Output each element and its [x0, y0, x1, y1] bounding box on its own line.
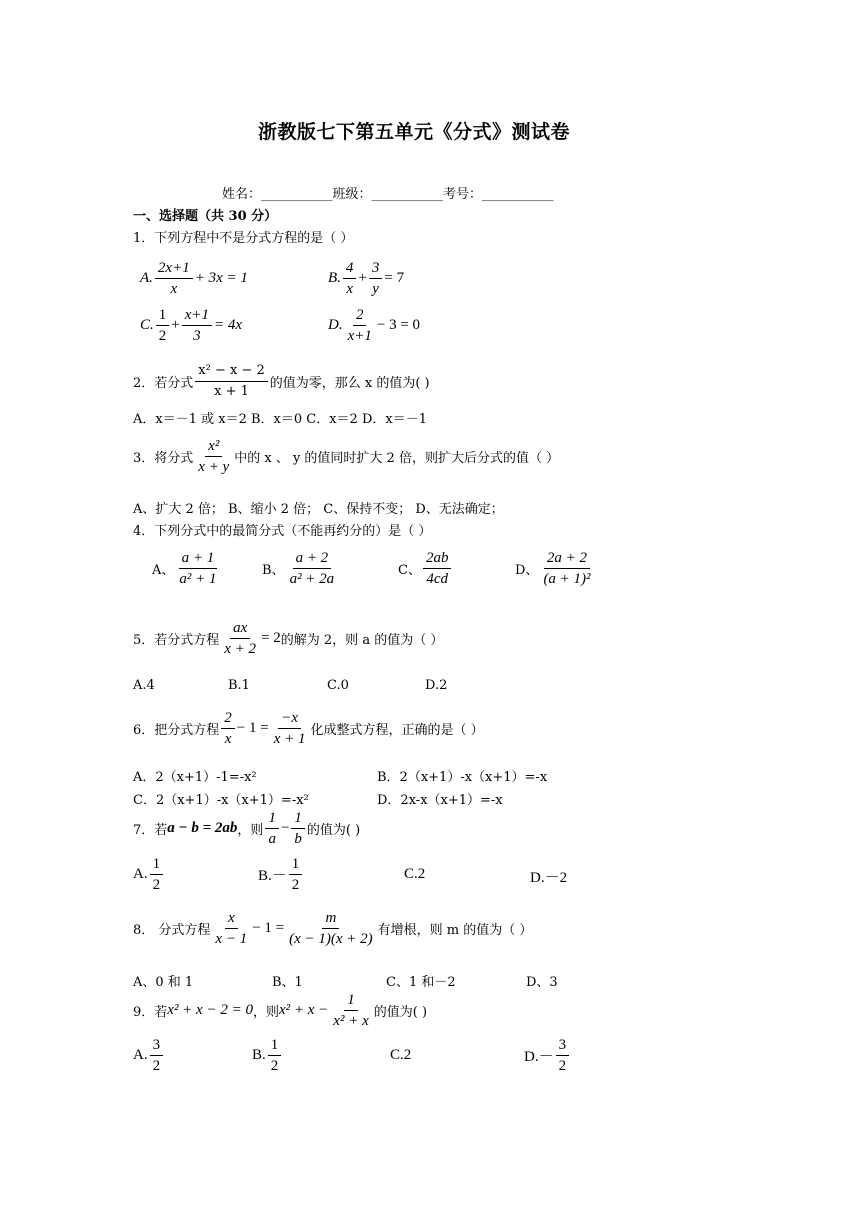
expression: x² + x −	[278, 1002, 329, 1018]
q1-option-b	[328, 258, 404, 299]
fraction: 2ab 4cd	[423, 548, 452, 589]
operator: − 1 =	[252, 920, 285, 936]
question-6-stem	[133, 708, 484, 749]
equation-rhs: = 2	[261, 630, 281, 646]
stem-suffix: 化成整式方程，正确的是（ ）	[310, 723, 484, 738]
section-heading: 一、选择题（共 30 分）	[133, 209, 278, 224]
fraction: x² − x − 2 x + 1	[195, 361, 267, 402]
fraction: 1 2	[150, 854, 164, 895]
stem-prefix: 7．若	[133, 823, 168, 838]
question-9-stem	[133, 990, 427, 1031]
fraction: $\frac{x+1}{3}$	[182, 305, 212, 346]
question-8-stem	[133, 908, 532, 949]
stem-prefix: 9．若	[133, 1005, 168, 1020]
expression-tail: + 3x = 1	[194, 270, 248, 286]
question-1-stem: 1．下列方程中不是分式方程的是（ ）	[133, 231, 354, 246]
option-label: C、	[398, 563, 421, 578]
question-5-stem	[133, 618, 443, 659]
operator: +	[358, 270, 367, 286]
q9-option-b	[252, 1035, 283, 1076]
q7-option-c: C.2	[404, 866, 426, 882]
question-2-options: A．x＝－1 或 x＝2 B．x＝0 C．x＝2 D．x＝－1	[133, 412, 427, 427]
q5-option-d: D.2	[425, 678, 448, 693]
q9-option-c: C.2	[390, 1047, 412, 1063]
q9-option-d	[524, 1035, 571, 1076]
option-label: B.－	[258, 868, 287, 884]
option-label: A.	[140, 270, 153, 286]
operator: +	[171, 317, 180, 333]
question-2-stem	[133, 361, 430, 402]
question-3-stem	[133, 436, 559, 477]
condition: x² + x − 2 = 0	[167, 1002, 253, 1018]
fraction: $\frac{ax}{x + 2}$	[224, 620, 257, 657]
expression-tail: = 7	[384, 270, 405, 286]
stem-connector: ，则	[237, 823, 264, 838]
q6-option-d: D．2x-x（x+1）=-x	[377, 793, 503, 808]
expression-tail: − 3 = 0	[376, 317, 421, 333]
option-label: A.	[133, 866, 148, 882]
stem-prefix: 2．若分式	[133, 376, 194, 391]
fraction: $\frac{3}{y}$	[369, 258, 383, 299]
q7-option-b	[258, 854, 304, 895]
option-label: D.	[328, 317, 343, 333]
condition: a − b = 2ab	[167, 820, 238, 836]
question-4-stem: 4．下列分式中的最简分式（不能再约分的）是（ ）	[133, 524, 432, 539]
q6-option-c: C．2（x+1）-x（x+1）=-x²	[133, 793, 309, 808]
fraction: $\frac{-x}{x + 1}$	[273, 710, 306, 747]
fraction: x x − 1	[215, 910, 248, 947]
stem-prefix: 8． 分式方程	[133, 923, 211, 938]
q6-option-a: A．2（x+1）-1=-x²	[133, 770, 257, 785]
option-label: D.－	[524, 1049, 554, 1065]
q5-option-a: A.4	[133, 678, 155, 693]
q4-option-d	[515, 548, 596, 589]
option-label: B.	[328, 270, 341, 286]
fraction: 1 2	[289, 854, 303, 895]
q6-option-b: B．2（x+1）-x（x+1）=-x	[377, 770, 548, 785]
q4-option-b	[262, 548, 339, 589]
q9-option-a	[133, 1035, 165, 1076]
q1-option-c	[140, 305, 242, 346]
option-label: D、	[515, 563, 539, 578]
fraction: x² x + y	[198, 438, 230, 475]
stem-connector: ，则	[252, 1005, 279, 1020]
q5-option-b: B.1	[228, 678, 250, 693]
q8-option-a: A、0 和 1	[133, 975, 194, 990]
option-label: C.	[140, 317, 154, 333]
fraction: 2 x	[221, 708, 235, 749]
option-label: B.	[252, 1047, 266, 1063]
fraction: a + 1 a² + 1	[179, 550, 217, 587]
stem-prefix: 3．将分式	[133, 451, 194, 466]
fraction: 1 a	[265, 808, 279, 849]
stem-prefix: 5．若分式方程	[133, 633, 220, 648]
option-label: B、	[262, 563, 285, 578]
fraction: 2 x+1	[347, 307, 372, 344]
fraction: 3 2	[556, 1035, 570, 1076]
option-label: A.	[133, 1047, 148, 1063]
fraction: a + 2 a² + 2a	[289, 550, 335, 587]
q8-option-c: C、1 和－2	[386, 975, 456, 990]
fraction: 1 2	[268, 1035, 282, 1076]
stem-suffix: 的值为( )	[373, 1005, 428, 1020]
question-7-stem	[133, 808, 360, 849]
expression-tail: = 4x	[214, 317, 243, 333]
operator: − 1 =	[236, 720, 269, 736]
fraction: 2x+1 x	[155, 258, 193, 299]
operator: −	[280, 820, 290, 836]
fraction: 3 2	[150, 1035, 164, 1076]
student-info-fields: 姓名：___________班级：___________考号：___________	[222, 187, 554, 202]
q5-option-c: C.0	[327, 678, 349, 693]
fraction: 2a + 2 (a + 1)²	[543, 550, 591, 587]
fraction: $\frac{1}{b}$	[291, 808, 305, 849]
fraction: 1 2	[156, 305, 170, 346]
stem-suffix: 的解为 2，则 a 的值为（ ）	[280, 633, 444, 648]
q8-option-d: D、3	[526, 975, 558, 990]
option-label: A、	[152, 563, 175, 578]
fraction: $\frac{1}{\text{x² + x}}$	[333, 992, 369, 1029]
stem-suffix: 中的 x 、 y 的值同时扩大 2 倍，则扩大后分式的值（ ）	[234, 451, 560, 466]
fraction: $\frac{m}{(x - 1)(x + 2)}$	[289, 910, 373, 947]
q8-option-b: B、1	[272, 975, 303, 990]
fraction: 4 x	[343, 258, 357, 299]
q4-option-c	[398, 548, 453, 589]
stem-suffix: 有增根，则 m 的值为（ ）	[377, 923, 533, 938]
q7-option-a	[133, 854, 165, 895]
q7-option-d: D.－2	[530, 870, 568, 886]
q4-option-a	[152, 548, 222, 589]
page-title: 浙教版七下第五单元《分式》测试卷	[258, 121, 571, 143]
q1-option-a	[140, 258, 248, 299]
q1-option-d	[328, 305, 420, 346]
stem-suffix: 的值为零，那么 x 的值为( )	[269, 376, 430, 391]
question-3-options: A、扩大 2 倍； B、缩小 2 倍； C、保持不变； D、无法确定；	[133, 502, 504, 517]
stem-suffix: 的值为( )	[306, 823, 361, 838]
stem-prefix: 6．把分式方程	[133, 723, 220, 738]
